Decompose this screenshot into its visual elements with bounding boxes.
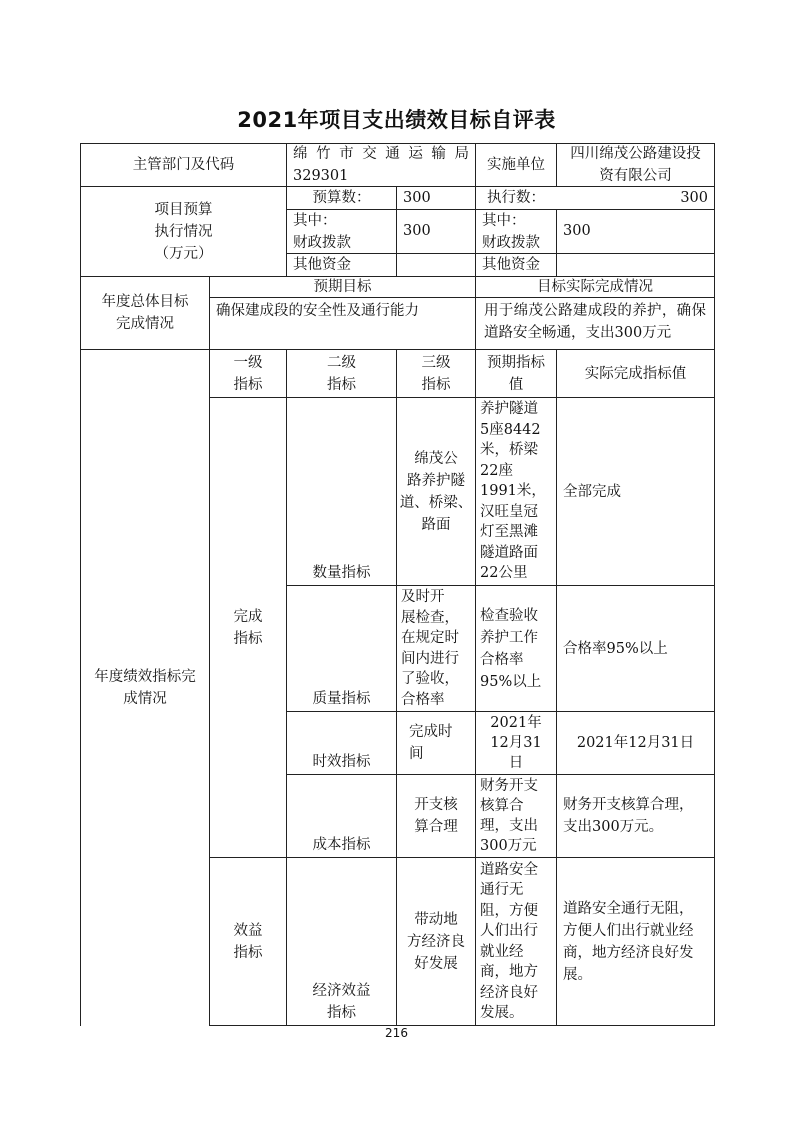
- indicators-label: 年度绩效指标完 成情况: [94, 669, 196, 707]
- quantity-expected: 养护隧道 5座8442 米，桥梁 22座 1991米， 汉旺皇冠 灯至黑滩 隧道路面 22公里: [480, 401, 546, 582]
- header-expected: 预期指标 值: [487, 354, 545, 393]
- economic-l3: 带动地 方经济良 好发展: [407, 911, 465, 972]
- timeliness-l3: 完成时 间: [409, 724, 453, 762]
- cost-expected: 财务开支 核算合 理，支出 300万元: [480, 778, 538, 854]
- fiscal-planned: 300: [403, 223, 431, 239]
- actual-goal: 用于绵茂公路建成段的养护，确保道路安全畅通，支出300万元: [484, 303, 706, 341]
- executed-label: 执行数：: [487, 190, 545, 206]
- header-level3: 三级 指标: [421, 354, 451, 393]
- cost-l3: 开支核 算合理: [414, 797, 458, 835]
- dept-label: 主管部门及代码: [132, 157, 235, 173]
- impl-unit-value: 四川绵茂公路建设投资有限公司: [570, 146, 701, 184]
- page-title: 2021年项目支出绩效目标自评表: [237, 108, 556, 132]
- timeliness-actual: 2021年12月31日: [576, 735, 695, 751]
- other-funds-label-2: 其他资金: [482, 257, 540, 273]
- actual-goal-header: 目标实际完成情况: [537, 279, 653, 295]
- group-benefit: 效益 指标: [233, 922, 263, 961]
- fiscal-label: 其中： 财政拨款: [293, 212, 351, 251]
- quality-expected: 检查验收 养护工作 合格率 95%以上: [480, 607, 542, 690]
- header-level2: 二级 指标: [327, 354, 356, 393]
- quality-actual: 合格率95%以上: [563, 640, 668, 657]
- dept-code: 329301: [293, 168, 349, 184]
- quality-l2: 质量指标: [312, 691, 371, 707]
- timeliness-l2: 时效指标: [312, 754, 371, 770]
- economic-expected: 道路安全 通行无 阻，方便 人们出行 就业经 商，地方 经济良好 发展。: [480, 861, 538, 1021]
- quantity-l2: 数量指标: [312, 565, 371, 581]
- cost-actual: 财务开支核算合理， 支出300万元。: [563, 797, 694, 835]
- group-completion: 完成 指标: [233, 608, 263, 647]
- quality-l3: 及时开 展检查， 在规定时 间内进行 了验收， 合格率: [401, 589, 459, 708]
- budget-label: 项目预算 执行情况 （万元）: [154, 201, 213, 262]
- expected-goal: 确保建成段的安全性及通行能力: [216, 303, 419, 319]
- dept-name-cell: [287, 144, 475, 186]
- dept-name: 绵竹市交通运输局: [293, 146, 469, 162]
- fiscal-executed: 300: [563, 223, 591, 239]
- planned-value: 300: [403, 190, 431, 206]
- quantity-actual: 全部完成: [563, 483, 621, 500]
- economic-l2: 经济效益 指标: [312, 983, 371, 1021]
- expected-goal-header: 预期目标: [313, 279, 372, 295]
- quantity-l3: 绵茂公 路养护隧 道、桥梁、 路面: [399, 450, 473, 533]
- fiscal-label-2: 其中： 财政拨款: [482, 212, 540, 251]
- page-number: 216: [385, 1026, 408, 1040]
- other-funds-label: 其他资金: [293, 257, 351, 273]
- cost-l2: 成本指标: [312, 837, 371, 853]
- executed-value: 300: [680, 190, 708, 206]
- overall-goal-label: 年度总体目标 完成情况: [101, 294, 189, 332]
- header-level1: 一级 指标: [233, 354, 263, 393]
- grid-line: [714, 143, 715, 1026]
- economic-actual: 道路安全通行无阻， 方便人们出行就业经 商，地方经济良好发 展。: [563, 900, 694, 983]
- header-actual: 实际完成指标值: [584, 365, 687, 382]
- planned-label: 预算数：: [312, 190, 371, 206]
- impl-unit-label: 实施单位: [487, 157, 545, 173]
- timeliness-expected: 2021年 12月31 日: [490, 715, 542, 771]
